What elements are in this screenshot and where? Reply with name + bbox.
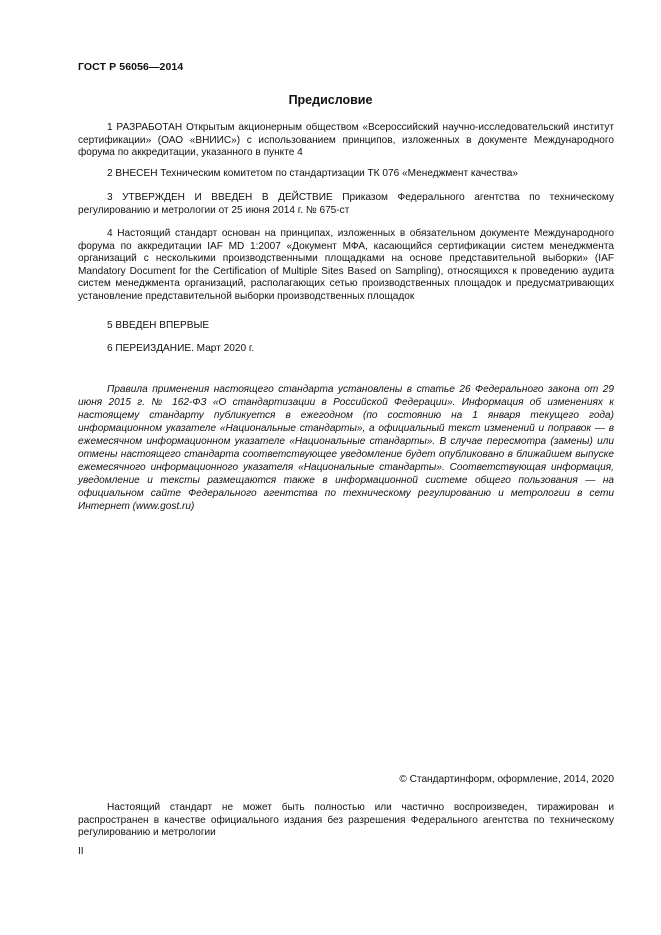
foreword-item-4 <box>78 228 614 304</box>
reproduction-notice <box>78 802 614 840</box>
paragraph-text: 4 Настоящий стандарт основан на принципах, изложенных в обязательном документе Международного форума по аккредитации IAF MD 1:2007 «Документ МФА, касающийся сертификации систем менеджмента организаций с несколькими производственными площадками на основе представительной выборки» (IAF Mandatory Document for the Certification of Multiple Sites Based on Sampling), относящихся к проведению аудита систем менеджмента организаций, располагающих сетью производственных площадок и предусматривающих установление представительной выборки производственных площадок <box>78 228 614 302</box>
foreword-item-6 <box>78 343 614 356</box>
paragraph-text: 5 ВВЕДЕН ВПЕРВЫЕ <box>107 320 210 331</box>
application-rules-notice <box>78 384 614 514</box>
copyright-line: © Стандартинформ, оформление, 2014, 2020 <box>399 774 614 785</box>
notice-text: Правила применения настоящего стандарта установлены в статье 26 Федерального закона от 29 июня 2015 г. № 162-ФЗ «О стандартизации в Российской Федерации». Информация об изменениях к настоящему стандарту публикуется в ежегодном (по состоянию на 1 января текущего года) информационном указателе «Национальные стандарты», а официальный текст изменений и поправок — в ежемесячном информационном указателе «Национальные стандарты». В случае пересмотра (замены) или отмены настоящего стандарта соответствующее уведомление будет опубликовано в ближайшем выпуске ежемесячного информационного указателя «Национальные стандарты». Соответствующая информация, уведомление и тексты размещаются также в информационной системе общего пользования — на официальном сайте Федерального агентства по техническому регулированию и метрологии в сети Интернет (www.gost.ru) <box>78 384 614 512</box>
reproduction-text: Настоящий стандарт не может быть полностью или частично воспроизведен, тиражирован и распространен в качестве официального издания без разрешения Федерального агентства по техническому регулированию и метрологии <box>78 802 614 839</box>
page-title: Предисловие <box>288 93 373 107</box>
document-code: ГОСТ Р 56056—2014 <box>78 61 184 73</box>
foreword-item-5 <box>78 320 614 333</box>
page-number: II <box>78 846 84 857</box>
paragraph-text: 2 ВНЕСЕН Техническим комитетом по стандартизации ТК 076 «Менеджмент качества» <box>107 168 518 179</box>
paragraph-text: 6 ПЕРЕИЗДАНИЕ. Март 2020 г. <box>107 343 255 354</box>
foreword-item-2 <box>78 168 614 181</box>
foreword-item-1 <box>78 122 614 160</box>
paragraph-text: 1 РАЗРАБОТАН Открытым акционерным обществом «Всероссийский научно-исследовательский институт сертификации» (ОАО «ВНИИС») с использованием принципов, изложенных в документе Международного форума по аккредитации, указанного в пункте 4 <box>78 122 614 159</box>
paragraph-text: 3 УТВЕРЖДЕН И ВВЕДЕН В ДЕЙСТВИЕ Приказом Федерального агентства по техническому регулированию и метрологии от 25 июня 2014 г. № 675-ст <box>78 192 614 216</box>
foreword-item-3 <box>78 192 614 217</box>
